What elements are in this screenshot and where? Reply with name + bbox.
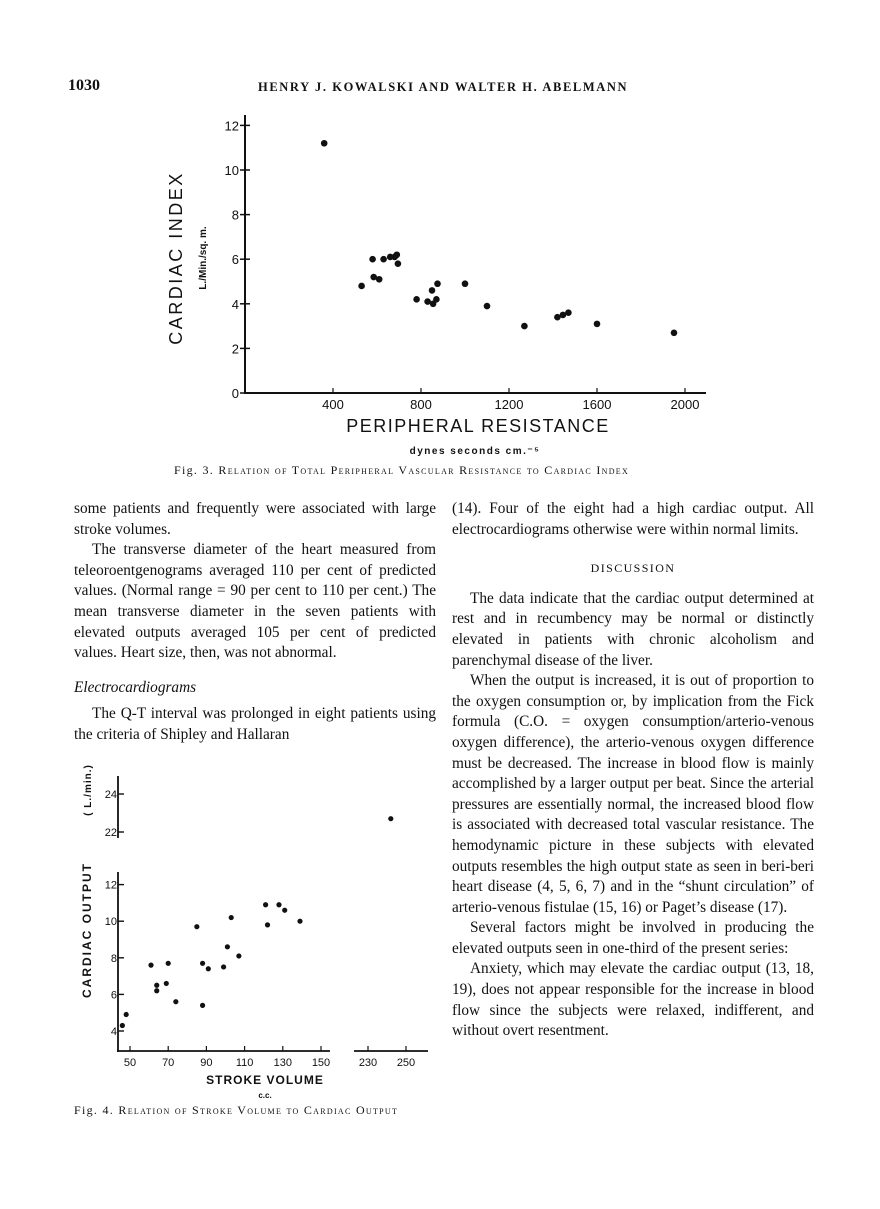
fig3-x-tick-label: 400 — [322, 397, 344, 412]
fig4-x-tick-label: 150 — [311, 1057, 331, 1069]
fig4-y-tick-label: 8 — [110, 952, 117, 965]
fig4-y-tick-label: 24 — [104, 789, 117, 801]
discussion-heading: DISCUSSION — [590, 561, 676, 576]
fig4-x-axis-label: STROKE VOLUME — [206, 1073, 324, 1087]
fig4-x-axis-units: c.c. — [258, 1091, 272, 1100]
left-col-paragraph: some patients and frequently were associated with large stroke volumes. — [74, 500, 436, 538]
fig3-x-tick-label: 2000 — [670, 397, 700, 412]
fig4-data-point — [173, 999, 178, 1004]
fig4-data-point — [229, 915, 234, 920]
fig4-data-point — [148, 963, 153, 968]
fig4-data-point — [236, 953, 241, 958]
fig3-x-axis-label: PERIPHERAL RESISTANCE — [346, 416, 610, 436]
fig4-data-point — [282, 908, 287, 913]
fig3-y-tick-label: 12 — [224, 118, 239, 134]
fig4-y-tick-label: 10 — [104, 916, 117, 929]
figure-3-caption-text: Relation of Total Peripheral Vascular Resistance to Cardiac Index — [218, 463, 630, 477]
fig4-data-point — [200, 1003, 205, 1008]
fig3-x-tick-label: 800 — [410, 397, 432, 412]
fig3-y-axis-label: CARDIAC INDEX — [166, 171, 186, 345]
fig4-x-tick-label: 110 — [235, 1057, 254, 1069]
fig3-y-tick-label: 4 — [231, 296, 239, 312]
fig4-x-tick-label: 70 — [162, 1057, 175, 1069]
fig4-data-point — [200, 961, 205, 966]
fig4-x-tick-label: 50 — [123, 1057, 137, 1069]
left-col-paragraph: The Q-T interval was prolonged in eight patients using the criteria of Shipley and Hallaran — [74, 705, 436, 743]
fig4-x-tick-label: 90 — [200, 1057, 213, 1069]
fig4-x-tick-label: 130 — [273, 1057, 292, 1069]
figure-4-caption — [74, 1103, 398, 1118]
fig3-x-axis-units: dynes seconds cm.⁻⁵ — [409, 446, 541, 457]
fig4-data-point — [276, 902, 281, 907]
running-head: HENRY J. KOWALSKI AND WALTER H. ABELMANN — [258, 80, 629, 94]
figure-4-caption-text: Relation of Stroke Volume to Cardiac Output — [118, 1103, 399, 1117]
fig3-y-axis-units: L./Min./sq. m. — [198, 226, 209, 290]
fig4-data-point — [263, 902, 268, 907]
right-col-paragraph: When the output is increased, it is out of proportion to the oxygen consumption or, by implication from the Fick formula (C.O. = oxygen consumption/arterio-venous oxygen difference), the arterio-venous oxygen difference must be decreased. The increase in blood flow is mainly accomplished by a larger output per beat. Since the arterial pressures are essentially normal, the increased blood flow is associated with decreased total vascular resistance. The hemodynamic picture in these subjects with elevated outputs resembles the high output state as seen in beri-beri heart disease (4, 5, 6, 7) and in the “shunt circulation” of arterio-venous fistulae (15, 16) or Paget’s disease (17). — [452, 672, 814, 916]
fig4-data-point — [265, 922, 270, 927]
fig4-data-point — [297, 919, 302, 924]
fig4-y-tick-label: 6 — [110, 989, 117, 1002]
fig4-y-tick-label: 22 — [104, 827, 117, 839]
fig4-data-point — [124, 1012, 129, 1017]
fig4-y-tick-label: 4 — [110, 1026, 117, 1038]
right-column-text — [452, 499, 814, 1042]
fig4-data-point — [194, 924, 199, 929]
fig3-y-tick-label: 8 — [231, 207, 239, 223]
fig4-data-point — [225, 944, 230, 949]
fig4-x-tick-label: 250 — [396, 1057, 416, 1069]
fig4-data-point — [221, 964, 226, 969]
figure-4-caption-label: Fig. 4. — [74, 1103, 115, 1117]
electrocardiograms-heading: Electrocardiograms — [74, 678, 197, 696]
fig3-x-tick-label: 1600 — [582, 397, 612, 412]
fig3-y-tick-label: 0 — [231, 386, 239, 401]
left-col-paragraph: The transverse diameter of the heart measured from teleoroentgenograms averaged 110 per cent of predicted values. (Normal range = 90 per cent to 110 per cent.) The mean transverse diameter in the seven patients with elevated outputs averaged 105 per cent of predicted values. Heart size, then, was not abnormal. — [74, 541, 436, 662]
fig4-data-point — [166, 961, 171, 966]
right-col-paragraph: Anxiety, which may elevate the cardiac output (13, 18, 19), does not appear responsible for the increase in blood flow since the subjects were relaxed, indifferent, and without overt resentment. — [452, 960, 814, 1040]
right-col-paragraph: Several factors might be involved in producing the elevated outputs seen in one-third of the present series: — [452, 919, 814, 957]
fig3-y-tick-label: 6 — [231, 252, 239, 268]
fig4-y-axis-label: CARDIAC OUTPUT — [80, 862, 94, 998]
fig4-data-point — [164, 981, 169, 986]
fig4-x-tick-label: 230 — [358, 1057, 378, 1069]
fig4-y-axis-units: ( L./min.) — [83, 764, 94, 816]
fig4-data-point — [154, 983, 159, 988]
fig3-y-tick-label: 2 — [231, 341, 239, 357]
fig4-data-point — [206, 966, 211, 971]
fig4-data-point — [120, 1023, 125, 1028]
page-number: 1030 — [68, 77, 100, 94]
figure-3-caption-label: Fig. 3. — [174, 463, 215, 477]
fig4-y-tick-label: 12 — [104, 879, 117, 892]
right-col-paragraph: (14). Four of the eight had a high cardiac output. All electrocardiograms otherwise were within normal limits. — [452, 500, 814, 538]
fig4-data-point — [154, 988, 159, 993]
fig3-x-tick-label: 1200 — [494, 397, 524, 412]
fig4-data-point — [388, 816, 393, 821]
right-col-paragraph: The data indicate that the cardiac output determined at rest and in recumbency may be normal or distinctly elevated in patients with chronic alcoholism and parenchymal disease of the liver. — [452, 589, 814, 669]
fig3-y-tick-label: 10 — [224, 163, 239, 178]
